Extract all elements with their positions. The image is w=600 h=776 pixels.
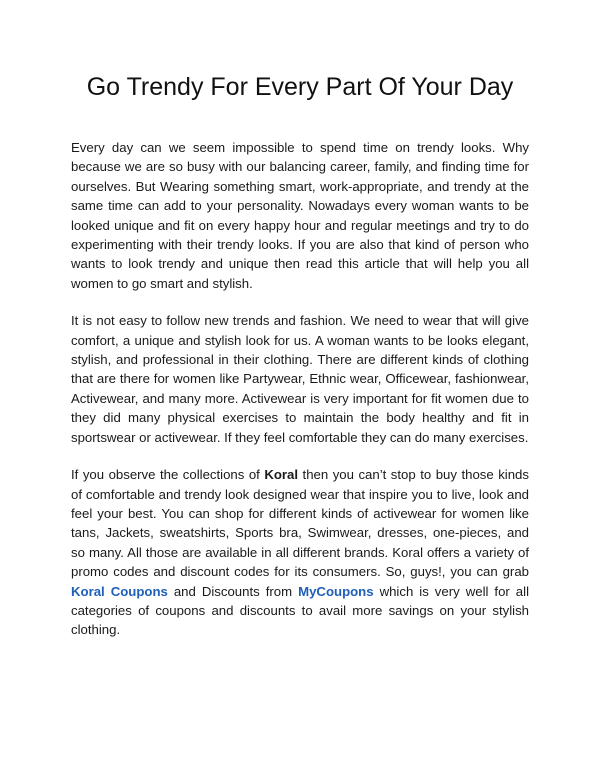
brand-name-koral: Koral <box>264 467 299 483</box>
article-body <box>71 138 529 658</box>
koral-coupons-link[interactable]: Koral Coupons <box>71 583 168 599</box>
page-title: Go Trendy For Every Part Of Your Day <box>86 73 514 101</box>
mycoupons-link[interactable]: MyCoupons <box>298 583 374 599</box>
paragraph-trends: It is not easy to follow new trends and fashion. We need to wear that will give comfort, a unique and stylish look for us. A woman wants to be looks elegant, stylish, and professional in their clothing. There are different kinds of clothing that are there for women like Partywear, Ethnic wear, Officewear, fashionwear, Activewear, and many more. Activewear is very important for fit women due to they did many physical exercises to maintain the body healthy and fit in sportswear or activewear. If they feel comfortable they can do many exercises. <box>71 313 529 445</box>
paragraph-koral-text-3: and Discounts from <box>167 583 299 599</box>
paragraph-koral-text-1: If you observe the collections of <box>71 467 265 483</box>
paragraph-intro: Every day can we seem impossible to spend time on trendy looks. Why because we are so busy with our balancing career, family, and finding time for ourselves. But Wearing something smart, work-appropriate, and trendy at the same time can add to your personality. Nowadays every woman wants to be looked unique and fit on every happy hour and regular meetings and try to do experimenting with their trendy looks. If you are also that kind of person who wants to look trendy and unique then read this article that will help you all women to go smart and stylish. <box>71 140 529 291</box>
paragraph-koral-text-2: then you can’t stop to buy those kinds of comfortable and trendy look designed wear that inspire you to live, look and feel your best. You can shop for different kinds of activewear for women like tans, Jackets, sweatshirts, Sports bra, Swimwear, dresses, one-pieces, and so many. All those are available in all different brands. Koral offers a variety of promo codes and discount codes for its consumers. So, guys!, you can grab <box>71 467 529 580</box>
paragraph-koral-text-4: which is very well for all categories of coupons and discounts to avail more savings on your stylish clothing. <box>71 583 530 638</box>
paragraph-koral <box>71 465 529 640</box>
